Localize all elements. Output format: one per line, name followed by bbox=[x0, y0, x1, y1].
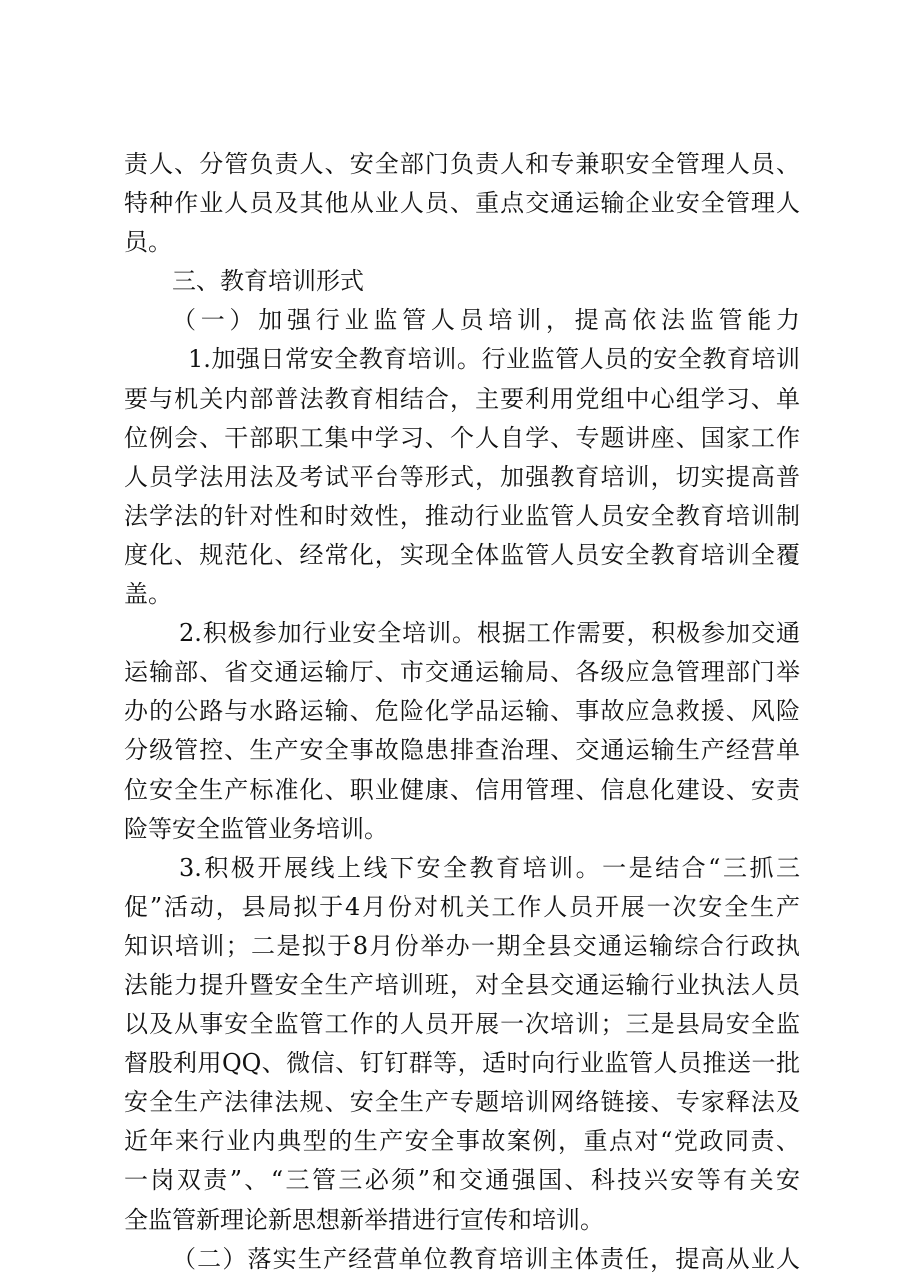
text-line: 法学法的针对性和时效性，推动行业监管人员安全教育培训制 bbox=[124, 501, 800, 530]
text-line: 法能力提升暨安全生产培训班，对全县交通运输行业执法人员 bbox=[124, 970, 800, 999]
document-page bbox=[124, 145, 800, 1279]
subsection-heading: （一）加强行业监管人员培训，提高依法监管能力 bbox=[172, 306, 800, 335]
text-line: 督股利用QQ、微信、钉钉群等，适时向行业监管人员推送一批 bbox=[124, 1049, 800, 1078]
text-line: 责人、分管负责人、安全部门负责人和专兼职安全管理人员、 bbox=[124, 150, 800, 178]
text-line: 办的公路与水路运输、危险化学品运输、事故应急救援、风险 bbox=[124, 697, 800, 726]
subsection-heading: （二）落实生产经营单位教育培训主体责任，提高从业人 bbox=[172, 1244, 800, 1273]
paragraph-start: 3.积极开展线上线下安全教育培训。一是结合“三抓三 bbox=[179, 853, 800, 882]
text-line: 度化、规范化、经常化，实现全体监管人员安全教育培训全覆 bbox=[124, 540, 800, 569]
text-line: 全监管新理论新思想新举措进行宣传和培训。 bbox=[124, 1205, 604, 1234]
text-line: 安全生产法律法规、安全生产专题培训网络链接、专家释法及 bbox=[124, 1088, 800, 1117]
text-line: 位例会、干部职工集中学习、个人自学、专题讲座、国家工作 bbox=[124, 423, 800, 452]
text-line: 人员学法用法及考试平台等形式，加强教育培训，切实提高普 bbox=[124, 462, 800, 491]
text-line: 员。 bbox=[124, 228, 172, 257]
text-line: 近年来行业内典型的生产安全事故案例，重点对“党政同责、 bbox=[124, 1127, 800, 1156]
paragraph-start: 1.加强日常安全教育培训。行业监管人员的安全教育培训 bbox=[188, 345, 800, 374]
text-line: 特种作业人员及其他从业人员、重点交通运输企业安全管理人 bbox=[124, 189, 800, 218]
section-heading: 三、教育培训形式 bbox=[172, 267, 364, 296]
text-line: 一岗双责”、“三管三必须”和交通强国、科技兴安等有关安 bbox=[124, 1166, 800, 1195]
text-line: 运输部、省交通运输厅、市交通运输局、各级应急管理部门举 bbox=[124, 658, 800, 687]
text-line: 知识培训；二是拟于8月份举办一期全县交通运输综合行政执 bbox=[124, 931, 800, 960]
text-line: 位安全生产标准化、职业健康、信用管理、信息化建设、安责 bbox=[124, 775, 800, 804]
text-line: 要与机关内部普法教育相结合，主要利用党组中心组学习、单 bbox=[124, 384, 800, 413]
text-line: 险等安全监管业务培训。 bbox=[124, 814, 388, 843]
text-line: 分级管控、生产安全事故隐患排查治理、交通运输生产经营单 bbox=[124, 736, 800, 765]
text-line: 盖。 bbox=[124, 580, 172, 609]
paragraph-start: 2.积极参加行业安全培训。根据工作需要，积极参加交通 bbox=[179, 619, 800, 648]
text-line: 以及从事安全监管工作的人员开展一次培训；三是县局安全监 bbox=[124, 1010, 800, 1039]
text-line: 促”活动，县局拟于4月份对机关工作人员开展一次安全生产 bbox=[124, 892, 800, 921]
